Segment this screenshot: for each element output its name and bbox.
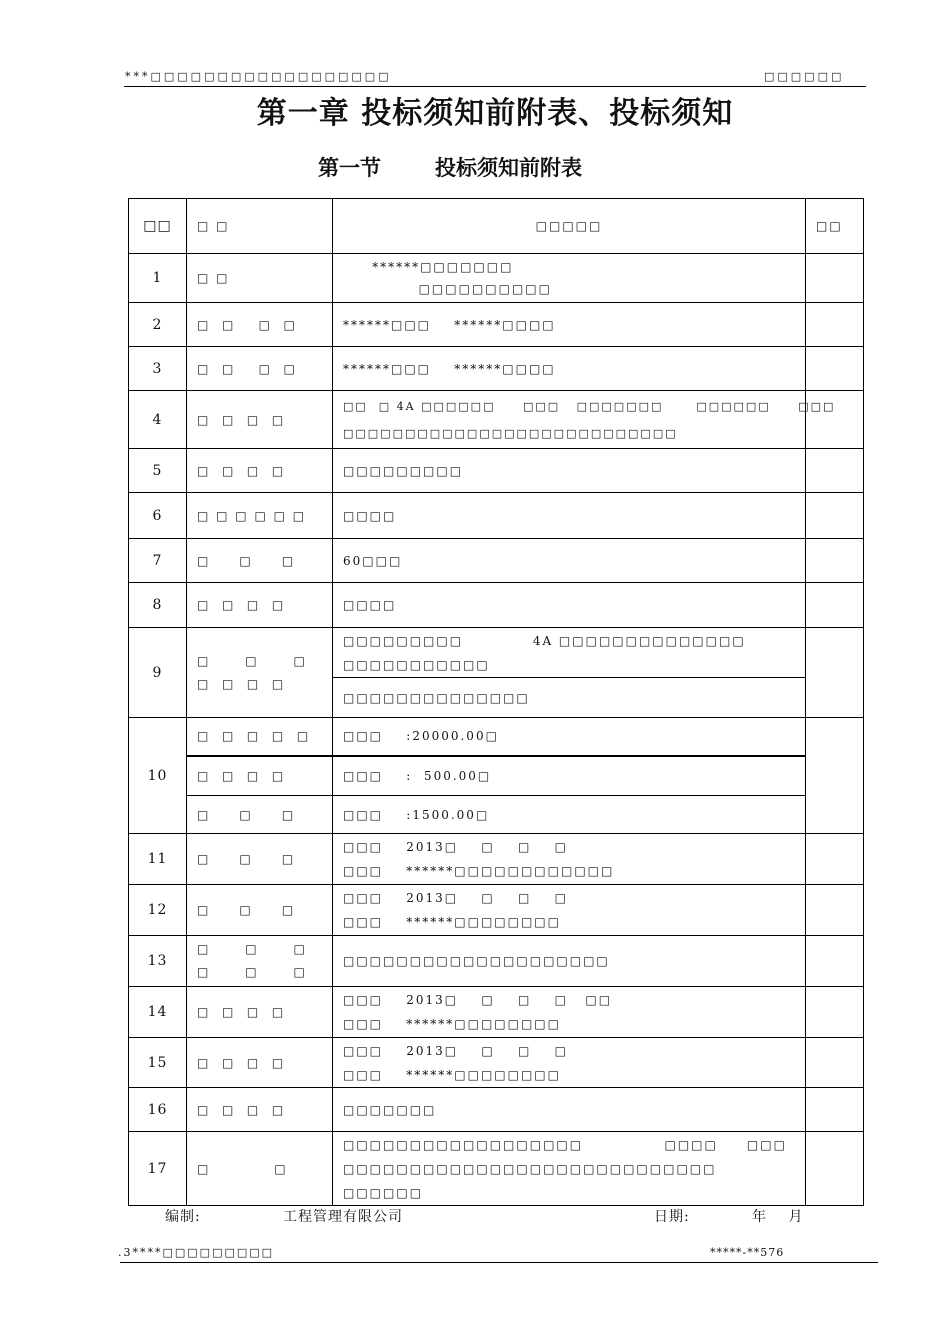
- content-line: □□□ 2013□ □ □ □: [343, 1043, 568, 1058]
- row-content: □□□□: [333, 583, 806, 628]
- row-content: [333, 834, 806, 885]
- row-number: 7: [129, 539, 187, 583]
- content-line: □□□□□□□□□□: [343, 282, 552, 296]
- row-content: [333, 391, 836, 449]
- row-content: □□□□: [333, 493, 806, 539]
- row-content: [333, 1132, 806, 1206]
- row-number: 9: [129, 628, 187, 718]
- footer-rule: [120, 1262, 878, 1263]
- row-item: □ □: [187, 254, 333, 303]
- row-number: 13: [129, 936, 187, 987]
- content-line: □□□□□□: [343, 1185, 424, 1200]
- header-cell-item: □ □: [187, 199, 333, 254]
- table-row: [129, 834, 864, 885]
- table-row: [129, 391, 864, 449]
- table-row: [129, 718, 864, 756]
- row-item: □ □ □: [187, 834, 333, 885]
- row-number: 6: [129, 493, 187, 539]
- page-footer-right: *****-**576: [710, 1246, 785, 1259]
- table-row: [129, 885, 864, 936]
- company-name: 工程管理有限公司: [283, 1209, 403, 1225]
- row-content: □□□ :1500.00□: [333, 796, 806, 834]
- row-remark: [806, 1132, 864, 1206]
- table-row: [129, 493, 864, 539]
- row-remark: [806, 1038, 864, 1088]
- row-remark: [806, 628, 864, 718]
- bid-notice-table: [128, 198, 864, 1206]
- header-cell-index: □□: [129, 199, 187, 254]
- item-line: □ □ □: [197, 942, 307, 956]
- row-number: 14: [129, 987, 187, 1038]
- date-label: 日期:: [654, 1209, 690, 1225]
- row-content: [333, 628, 806, 678]
- item-line: □ □ □: [197, 965, 307, 979]
- content-line: □□□ 2013□ □ □ □: [343, 891, 568, 905]
- row-item: □ □ □ □ □ □: [187, 493, 333, 539]
- content-line: □□□□□□□□□ 4A □□□□□□□□□□□□□□: [343, 633, 746, 648]
- row-number: 3: [129, 347, 187, 391]
- row-content: [333, 1038, 806, 1088]
- content-line: □□□□□□□□□□□□□□□□□□ □□□□ □□□: [343, 1137, 787, 1152]
- row-item: □ □ □: [187, 539, 333, 583]
- row-content: ******□□□ ******□□□□: [333, 303, 806, 347]
- row-content: □□□ :20000.00□: [333, 718, 806, 756]
- header-rule: [124, 86, 866, 87]
- section-number: 第一节: [318, 156, 381, 180]
- row-number: 15: [129, 1038, 187, 1088]
- section-name: 投标须知前附表: [435, 156, 582, 180]
- row-item: □ □ □ □: [187, 1088, 333, 1132]
- row-remark: [806, 449, 864, 493]
- row-remark: [806, 303, 864, 347]
- row-content: □□□□□□□□□□□□□□□□□□□□: [333, 936, 806, 987]
- row-item: □ □ □ □: [187, 303, 333, 347]
- running-header-right: □□□□□□: [764, 70, 845, 83]
- table-row: [129, 347, 864, 391]
- row-remark: [806, 1088, 864, 1132]
- item-line: □ □ □ □: [197, 676, 286, 691]
- row-content: □□□□□□□□□: [333, 449, 806, 493]
- row-number: 1: [129, 254, 187, 303]
- table-row: [129, 1088, 864, 1132]
- row-item: [187, 936, 333, 987]
- page-footer-left: .3****□□□□□□□□□: [118, 1246, 275, 1259]
- row-number: 16: [129, 1088, 187, 1132]
- row-content: □□□ : 500.00□: [333, 756, 806, 796]
- row-item: □ □: [187, 1132, 333, 1206]
- table-row: [129, 583, 864, 628]
- table-row: [129, 539, 864, 583]
- row-item: □ □ □ □: [187, 449, 333, 493]
- row-item: □ □ □ □: [187, 987, 333, 1038]
- row-content: [333, 254, 806, 303]
- table-row: [129, 936, 864, 987]
- row-content: □□□□□□□□□□□□□□: [333, 678, 806, 718]
- content-line: □□□□□□□□□□□□□□□□□□□□□□□□□□□: [343, 426, 678, 440]
- table-row: [129, 1038, 864, 1088]
- row-remark: [806, 583, 864, 628]
- content-line: □□□ ******□□□□□□□□: [343, 1017, 561, 1031]
- table-row: [129, 1132, 864, 1206]
- prepared-by-label: 编制:: [165, 1209, 201, 1225]
- row-number: 2: [129, 303, 187, 347]
- row-number: 17: [129, 1132, 187, 1206]
- content-line: □□□□□□□□□□□: [343, 657, 490, 672]
- running-header-left: ***□□□□□□□□□□□□□□□□□□: [125, 70, 392, 83]
- row-content: □□□□□□□: [333, 1088, 806, 1132]
- item-line: □ □ □: [197, 653, 307, 668]
- row-item: □ □ □: [187, 885, 333, 936]
- row-remark: [806, 936, 864, 987]
- chapter-title: 第一章 投标须知前附表、投标须知: [256, 96, 734, 131]
- row-remark: [806, 347, 864, 391]
- row-number: 8: [129, 583, 187, 628]
- table-row: [129, 254, 864, 303]
- row-item: □ □ □ □: [187, 391, 333, 449]
- row-item: [187, 628, 333, 718]
- row-content: [333, 885, 806, 936]
- row-item: □ □ □ □: [187, 347, 333, 391]
- section-title: [318, 152, 582, 182]
- row-number: 4: [129, 391, 187, 449]
- header-cell-remark: □□: [806, 199, 864, 254]
- content-line: □□□ ******□□□□□□□□: [343, 1067, 561, 1082]
- row-item: □ □ □ □: [187, 1038, 333, 1088]
- header-cell-content: □□□□□: [333, 199, 806, 254]
- row-item: □ □ □ □: [187, 583, 333, 628]
- row-remark: [806, 834, 864, 885]
- row-remark: [806, 254, 864, 303]
- content-line: ******□□□□□□□: [343, 260, 514, 274]
- row-remark: [806, 718, 864, 834]
- row-number: 5: [129, 449, 187, 493]
- content-line: □□□ ******□□□□□□□□□□□□: [343, 864, 615, 878]
- row-remark: [806, 885, 864, 936]
- content-line: □□□ 2013□ □ □ □ □□: [343, 993, 613, 1007]
- row-number: 12: [129, 885, 187, 936]
- year-month: 年 月: [752, 1209, 803, 1225]
- row-remark: [806, 539, 864, 583]
- table-row: [129, 449, 864, 493]
- row-item: □ □ □: [187, 796, 333, 834]
- row-content: ******□□□ ******□□□□: [333, 347, 806, 391]
- content-line: □□□□□□□□□□□□□□□□□□□□□□□□□□□□: [343, 1161, 717, 1176]
- content-line: □□□ 2013□ □ □ □: [343, 840, 568, 854]
- row-item: □ □ □ □: [187, 756, 333, 796]
- row-content: 60□□□: [333, 539, 806, 583]
- content-line: □□ □ 4A □□□□□□ □□□ □□□□□□□ □□□□□□ □□□: [343, 399, 836, 413]
- table-row: [129, 303, 864, 347]
- row-content: [333, 987, 806, 1038]
- row-number: 10: [129, 718, 187, 834]
- content-line: □□□ ******□□□□□□□□: [343, 915, 561, 929]
- row-number: 11: [129, 834, 187, 885]
- row-remark: [806, 493, 864, 539]
- row-item: □ □ □ □ □: [187, 718, 333, 756]
- table-row: [129, 987, 864, 1038]
- table-subrow: [129, 796, 864, 834]
- table-subrow: [129, 756, 864, 796]
- table-row: [129, 628, 864, 678]
- table-header-row: [129, 199, 864, 254]
- row-remark: [806, 987, 864, 1038]
